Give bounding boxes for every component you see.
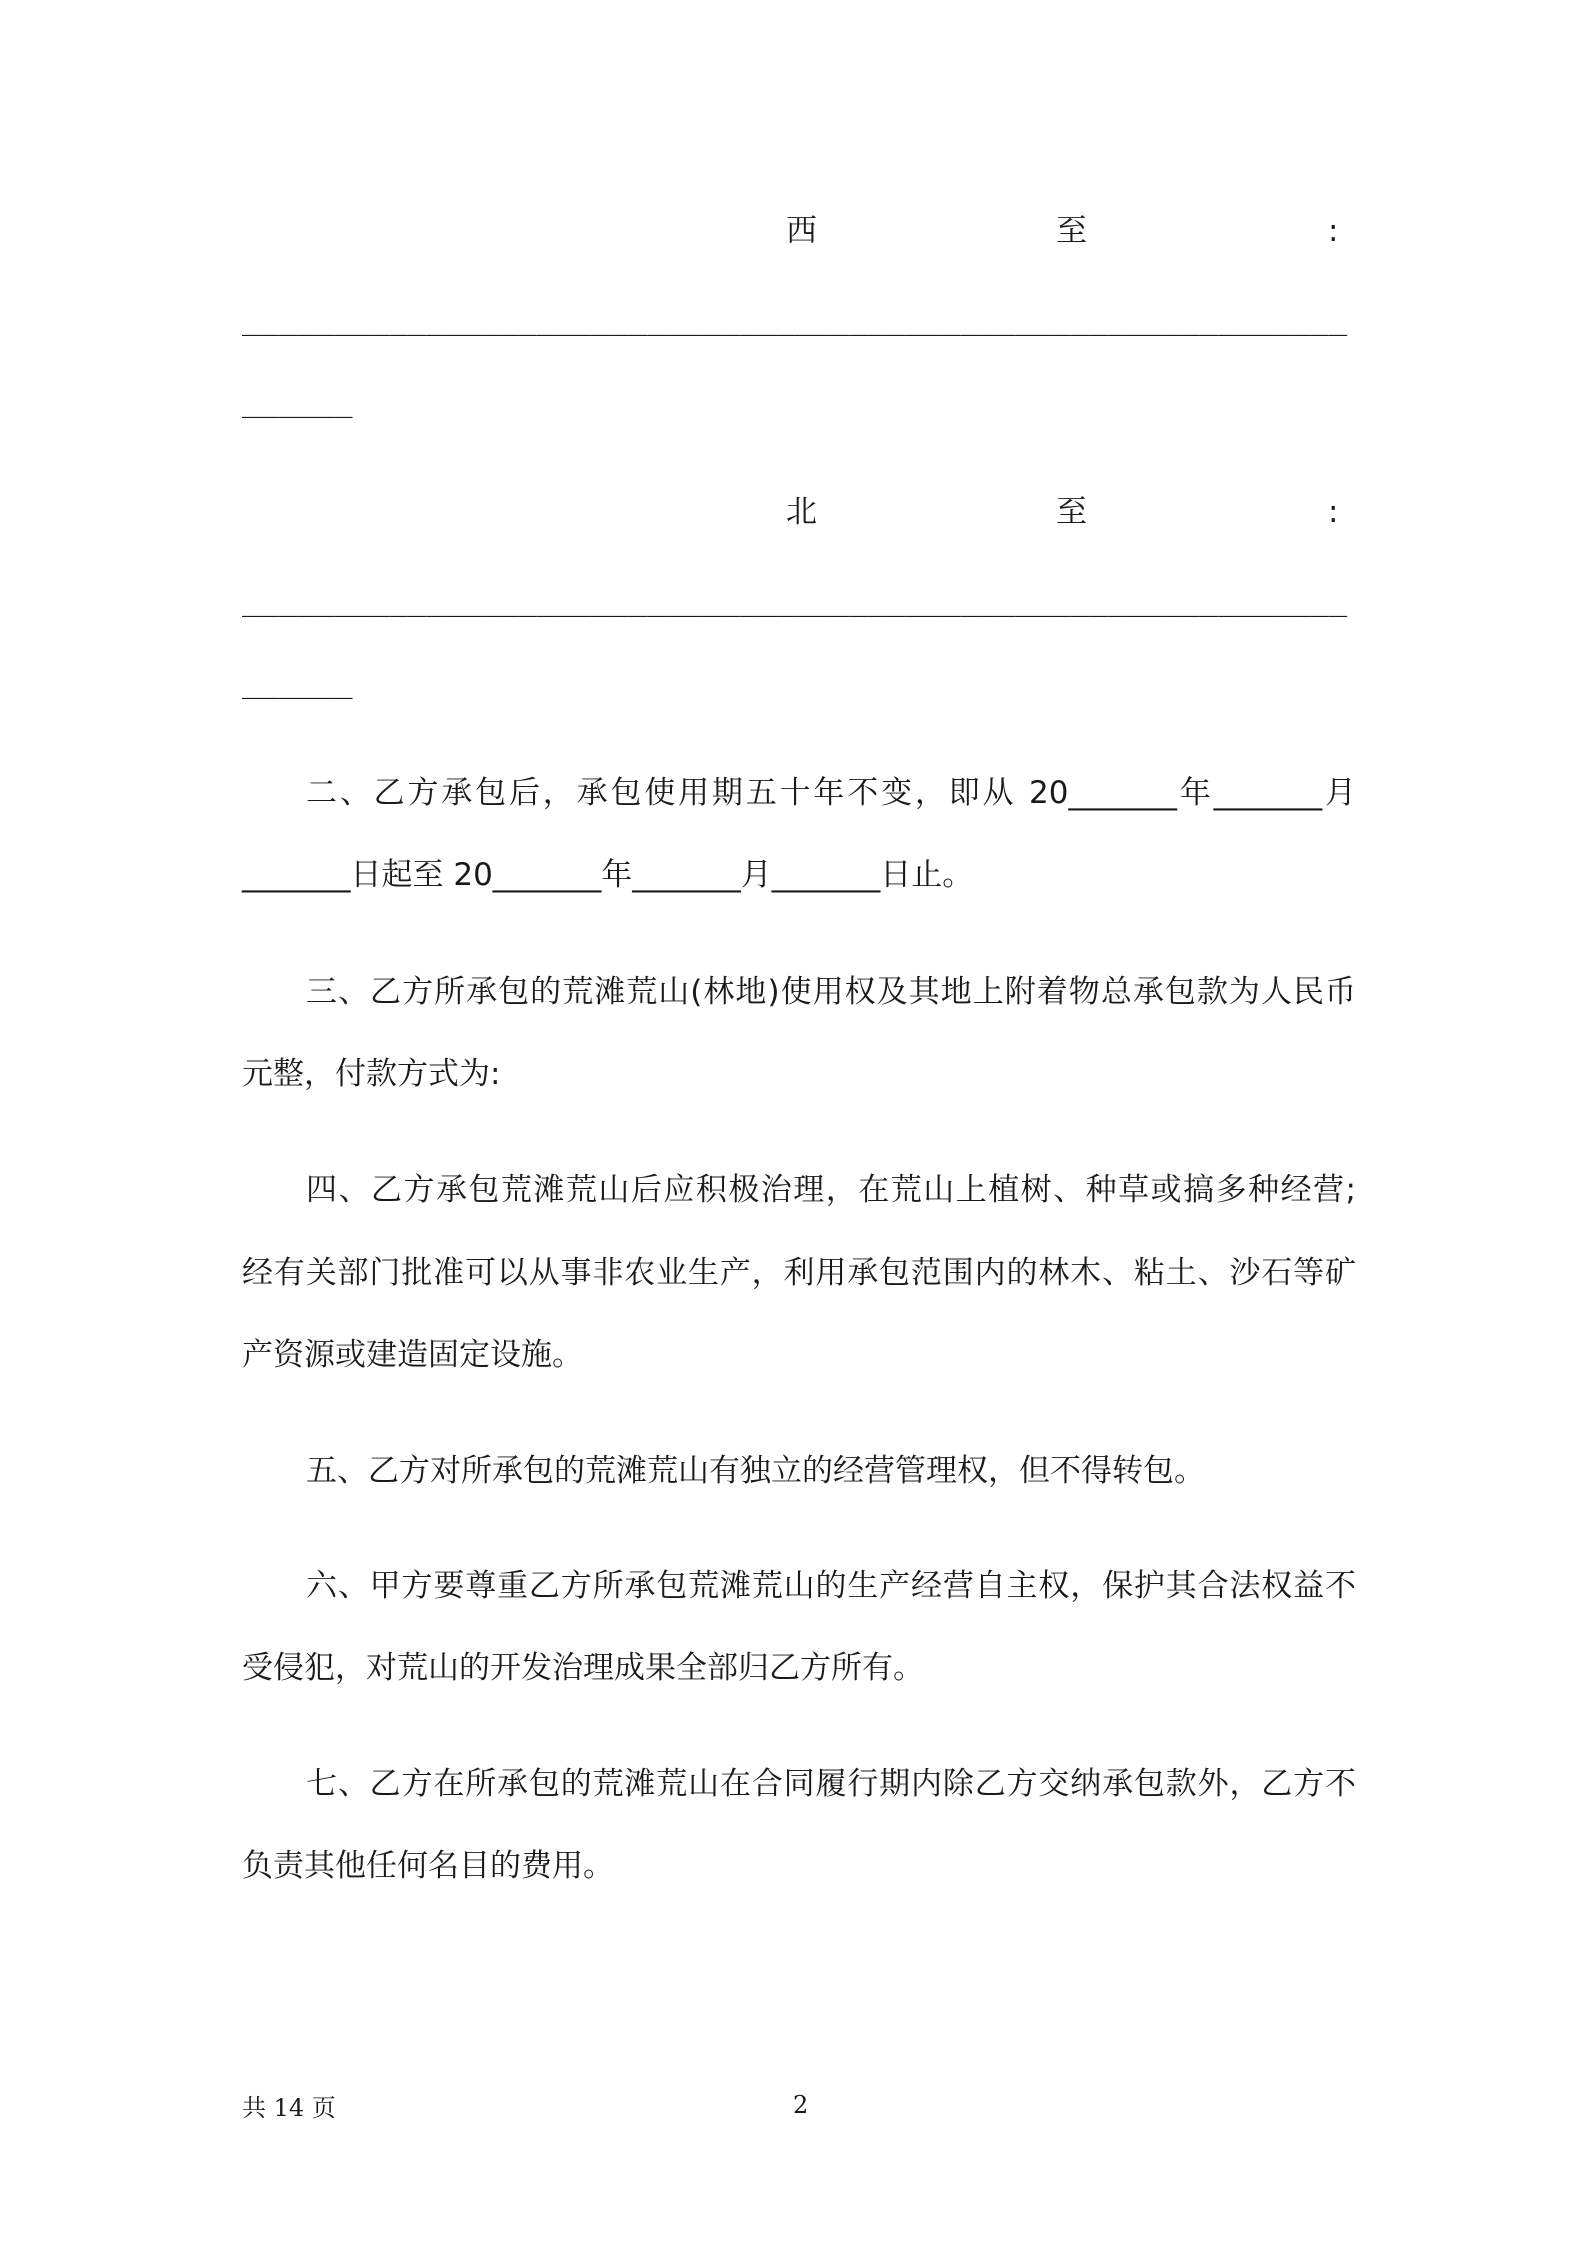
boundary-west-blank-line-cont: ______ [242,384,353,419]
boundary-north-colon: : [1328,494,1339,530]
clause-4-line-1: 四、乙方承包荒滩荒山后应积极治理，在荒山上植树、种草或搞多种经营; [306,1172,1356,1208]
boundary-west-label: 西 [786,213,817,249]
clause-2-line-2: _______日起至 20_______年_______月_______日止。 [242,857,974,893]
clause-6-line-1: 六、甲方要尊重乙方所承包荒滩荒山的生产经营自主权，保护其合法权益不 [306,1568,1356,1604]
clause-4-line-3: 产资源或建造固定设施。 [242,1337,583,1373]
boundary-west-blank-line: ____________________________________________________________ [242,302,1348,337]
boundary-west-colon: : [1328,213,1339,249]
boundary-north-blank-line: ____________________________________________________________ [242,583,1348,618]
clause-2-line-1: 二、乙方承包后，承包使用期五十年不变，即从 20_______年_______月 [306,775,1356,811]
clause-7-line-1: 七、乙方在所承包的荒滩荒山在合同履行期内除乙方交纳承包款外，乙方不 [306,1766,1356,1802]
footer-page-number: 2 [793,2091,809,2119]
clause-6-line-2: 受侵犯，对荒山的开发治理成果全部归乙方所有。 [242,1650,924,1686]
clause-4-line-2: 经有关部门批准可以从事非农业生产，利用承包范围内的林木、粘土、沙石等矿 [242,1255,1356,1291]
clause-7-line-2: 负责其他任何名目的费用。 [242,1848,614,1884]
footer-total-pages: 共 14 页 [242,2094,336,2122]
clause-5-line-1: 五、乙方对所承包的荒滩荒山有独立的经营管理权，但不得转包。 [306,1453,1205,1489]
clause-3-line-2: 元整，付款方式为: [242,1056,501,1092]
boundary-north-to: 至 [1056,494,1087,530]
boundary-north-blank-line-cont: ______ [242,665,353,700]
boundary-north-label: 北 [786,494,817,530]
clause-3-line-1: 三、乙方所承包的荒滩荒山(林地)使用权及其地上附着物总承包款为人民币 [306,974,1356,1010]
boundary-west-to: 至 [1056,213,1087,249]
